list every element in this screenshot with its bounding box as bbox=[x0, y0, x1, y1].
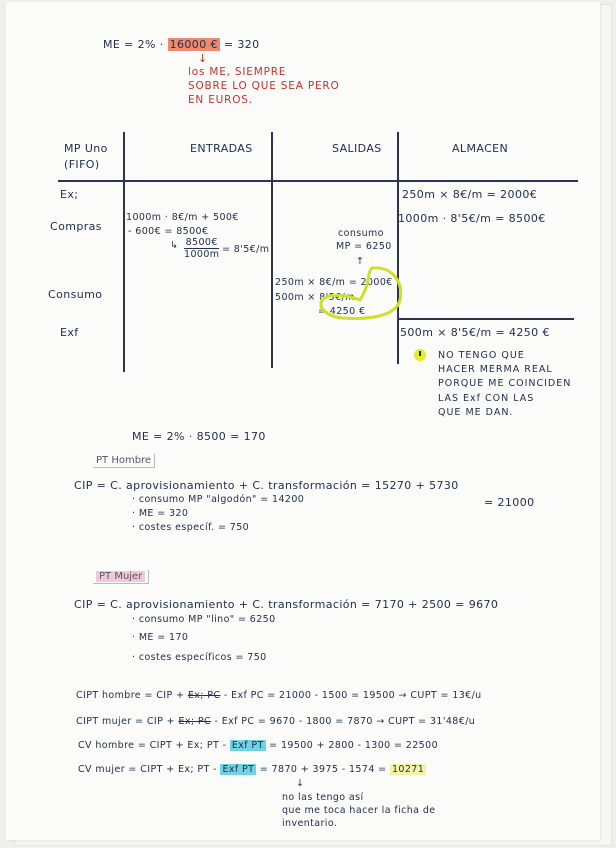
cv-hombre-b: = 19500 + 2800 - 1300 = 22500 bbox=[269, 740, 439, 751]
salidas-consumo-line1: consumo bbox=[338, 228, 384, 239]
entradas-line1: 1000m · 8€/m + 500€ bbox=[126, 212, 239, 223]
col2-header: ENTRADAS bbox=[190, 142, 253, 155]
warning-line3: PORQUE ME COINCIDEN bbox=[438, 378, 572, 389]
me2-calc: ME = 2% · 8500 = 170 bbox=[132, 430, 266, 443]
col3-header: SALIDAS bbox=[332, 142, 382, 155]
pt-hombre-cip: CIP = C. aprovisionamiento + C. transformación = 15270 + 5730 bbox=[74, 479, 459, 492]
row-exf-label: Exf bbox=[60, 326, 79, 339]
me-highlight: 16000 € bbox=[169, 38, 218, 51]
entradas-line2: - 600€ = 8500€ bbox=[128, 226, 209, 237]
almacen-compras: 1000m · 8'5€/m = 8500€ bbox=[398, 212, 546, 225]
fraction-numerator: 8500€ bbox=[185, 237, 218, 248]
cv-hombre-highlight: Exf PT bbox=[231, 740, 264, 751]
bottom-note-line3: inventario. bbox=[282, 818, 338, 829]
cipt-mujer bbox=[76, 716, 475, 727]
col4-header: ALMACEN bbox=[452, 142, 509, 155]
me-note-line2: SOBRE LO QUE SEA PERO bbox=[188, 80, 340, 92]
salidas-line1: 250m × 8€/m = 2000€ bbox=[275, 277, 393, 288]
me-note-line1: los ME, SIEMPRE bbox=[188, 66, 287, 78]
salidas-consumo-line2: MP = 6250 bbox=[336, 241, 392, 252]
entradas-arrow-icon: ↳ bbox=[170, 240, 179, 251]
col1-header-line1: MP Uno bbox=[64, 142, 108, 155]
cipt-hombre-strike: Ex; PC bbox=[187, 690, 221, 701]
pt-mujer-cip: CIP = C. aprovisionamiento + C. transformación = 7170 + 2500 = 9670 bbox=[74, 598, 499, 611]
pt-mujer-item3: · costes específicos = 750 bbox=[132, 652, 267, 663]
row-consumo-label: Consumo bbox=[48, 288, 103, 301]
warning-line4: LAS Exf CON LAS bbox=[438, 393, 535, 404]
pt-mujer-tag-text: PT Mujer bbox=[96, 571, 145, 582]
cv-hombre bbox=[78, 740, 438, 751]
up-arrow-icon: ↑ bbox=[356, 256, 365, 267]
warning-line5: QUE ME DAN. bbox=[438, 407, 514, 418]
me-note-line3: EN EUROS. bbox=[188, 94, 253, 106]
entradas-line3-result: = 8'5€/m bbox=[222, 244, 270, 255]
bottom-note-line2: que me toca hacer la ficha de bbox=[282, 805, 436, 816]
bottom-note-line1: no las tengo así bbox=[282, 792, 364, 803]
almacen-ex: 250m × 8€/m = 2000€ bbox=[402, 188, 538, 201]
cipt-mujer-strike: Ex; PC bbox=[178, 716, 212, 727]
salidas-line2: 500m × 8'5€/m bbox=[275, 292, 355, 303]
pt-hombre-item2: · ME = 320 bbox=[132, 508, 189, 519]
cipt-hombre-a: CIPT hombre = CIP + bbox=[76, 690, 185, 701]
cv-hombre-a: CV hombre = CIPT + Ex; PT - bbox=[78, 740, 227, 751]
pt-hombre-tag: PT Hombre bbox=[93, 454, 155, 468]
cv-mujer bbox=[78, 764, 426, 775]
col1-header-line2: (FIFO) bbox=[64, 158, 100, 171]
cv-mujer-highlight: Exf PT bbox=[222, 764, 255, 775]
cv-mujer-a: CV mujer = CIPT + Ex; PT - bbox=[78, 764, 218, 775]
exclamation-icon bbox=[414, 349, 426, 361]
cv-mujer-result: 10271 bbox=[391, 764, 425, 775]
pt-hombre-cip-total: = 21000 bbox=[484, 496, 535, 509]
row-ex-label: Ex; bbox=[60, 188, 79, 201]
down-arrow-icon-2: ↓ bbox=[296, 778, 305, 789]
cipt-mujer-a: CIPT mujer = CIP + bbox=[76, 716, 175, 727]
cv-mujer-b: = 7870 + 3975 - 1574 = bbox=[259, 764, 387, 775]
salidas-line3: = 4250 € bbox=[318, 306, 366, 317]
cipt-mujer-b: - Exf PC = 9670 - 1800 = 7870 → CUPT = 31'48€/u bbox=[214, 716, 476, 727]
me-prefix: ME = 2% · bbox=[103, 38, 164, 51]
down-arrow-icon: ↓ bbox=[198, 52, 208, 65]
warning-line1: NO TENGO QUE bbox=[438, 350, 525, 361]
row-compras-label: Compras bbox=[50, 220, 102, 233]
cipt-hombre-b: - Exf PC = 21000 - 1500 = 19500 → CUPT = 13€/u bbox=[223, 690, 482, 701]
me-result: = 320 bbox=[223, 38, 260, 51]
pt-mujer-item2: · ME = 170 bbox=[132, 632, 189, 643]
warning-line2: HACER MERMA REAL bbox=[438, 364, 553, 375]
fraction-denominator: 1000m bbox=[184, 249, 220, 260]
almacen-exf: 500m × 8'5€/m = 4250 € bbox=[400, 326, 550, 339]
pt-hombre-item3: · costes específ. = 750 bbox=[132, 522, 250, 533]
cipt-hombre bbox=[76, 690, 482, 701]
pt-mujer-item1: · consumo MP "lino" = 6250 bbox=[132, 614, 276, 625]
pt-hombre-item1: · consumo MP "algodón" = 14200 bbox=[132, 494, 305, 505]
highlight-stroke bbox=[321, 268, 401, 319]
pt-mujer-tag bbox=[93, 570, 149, 584]
